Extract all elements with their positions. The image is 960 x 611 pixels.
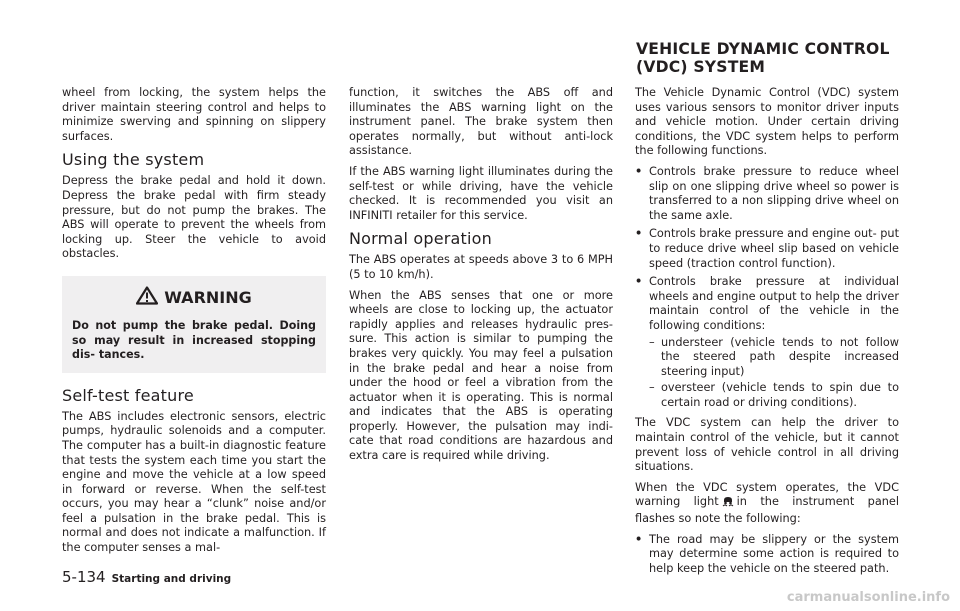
warning-triangle-icon [136, 286, 158, 309]
watermark: carmanualsonline.info [786, 590, 950, 605]
column-3 [635, 86, 899, 582]
paragraph-using-system: Depress the brake pedal and hold it down. Depress the brake pedal with firm steady pressure, but do not pump the brakes. The ABS will operate to prevent the wheels from locking up. Steer the vehicle to avoid obstacles. [62, 174, 326, 261]
heading-using-the-system: Using the system [62, 150, 205, 170]
paragraph-self-test: The ABS includes electronic sensors, electric pumps, hydraulic solenoids and a computer. The computer has a built-in diagnostic feature that tests the system each time you start the engine and move the vehicle at a low speed in forward or reverse. When the self-test occurs, you may hear a “clunk” noise and/or feel a pulsation in the brake pedal. This is normal and does not indicate a malfunction. If the computer senses a mal- [62, 409, 326, 555]
vdc-notes-list [635, 533, 899, 577]
dash-marker: – [649, 381, 655, 395]
paragraph-intro: wheel from locking, the system helps the driver maintain steering control and helps to minimize swerving and spinning on slippery surfaces. [62, 86, 326, 143]
list-item: • The road may be slippery or the system may determine some action is required to help keep the vehicle on the steered path. [635, 532, 899, 575]
list-item: – understeer (vehicle tends to not follow the steered path despite increased steering input) [649, 335, 899, 378]
list-item: • Controls brake pressure and engine out- put to reduce drive wheel slip based on vehicle speed (traction control function). [635, 227, 900, 270]
paragraph-vdc-intro: The Vehicle Dynamic Control (VDC) system uses various sensors to monitor driver inputs and vehicle motion. Under certain driving conditions, the VDC system helps to perform the following functions. [635, 86, 899, 158]
vdc-skid-warning-icon [721, 495, 735, 512]
list-item: • Controls brake pressure to reduce wheel slip on one slipping drive wheel so power is transferred to a non slipping drive wheel on the same axle. [635, 164, 899, 222]
list-item: • Controls brake pressure at individual wheels and engine output to help the driver maintain control of the vehicle in the following conditions: – understeer (vehicle tends to not follow the steered path despite increased steering input) – oversteer (vehicle tends to spin due to certain road or driving conditions). [635, 275, 899, 409]
chapter-title: Starting and driving [111, 573, 232, 585]
paragraph-vdc-warning-light: When the VDC system operates, the VDC warning light in the instrument panel flashes so note the following: [635, 480, 899, 526]
warning-header [72, 286, 316, 309]
vdc-functions-list [635, 165, 899, 411]
paragraph-continuation: function, it switches the ABS off and illuminates the ABS warning light on the instrument panel. The brake system then operates normally, but without anti-lock assistance. [349, 86, 613, 158]
section-title-vdc: VEHICLE DYNAMIC CONTROL (VDC) SYSTEM [636, 40, 890, 76]
paragraph-speed: The ABS operates at speeds above 3 to 6 MPH (5 to 10 km/h). [349, 253, 613, 281]
page-number: 5-134 [62, 568, 106, 586]
paragraph-abs-operation: When the ABS senses that one or more wheels are close to locking up, the actuator rapidly applies and releases hydraulic pres- sure. This action is similar to pumping the brakes very quickly. You may feel a pulsation in the brake pedal and hear a noise from under the hood or feel a vibration from the actuator when it is operating. This is normal and indicates that the ABS is operating properly. However, the pulsation may indi- cate that road conditions are hazardous and extra care is required while driving. [349, 288, 613, 463]
heading-normal-operation: Normal operation [349, 229, 492, 249]
paragraph-abs-light: If the ABS warning light illuminates during the self-test or while driving, have the vehicle checked. It is recommended you visit an INFINITI retailer for this service. [349, 164, 613, 222]
bullet-marker: • [635, 532, 643, 546]
page-footer [62, 568, 231, 586]
heading-self-test: Self-test feature [62, 385, 194, 405]
bullet-marker: • [635, 227, 643, 241]
paragraph-vdc-limits: The VDC system can help the driver to maintain control of the vehicle, but it cannot prevent loss of vehicle control in all driving situations. [635, 416, 899, 474]
column-1 [62, 86, 326, 562]
bullet-marker: • [635, 164, 643, 178]
warning-box [62, 276, 326, 373]
bullet-marker: • [635, 275, 643, 289]
list-item: – oversteer (vehicle tends to spin due to certain road or driving conditions). [649, 381, 899, 409]
column-2 [349, 86, 613, 470]
warning-title: WARNING [164, 287, 252, 307]
conditions-list [649, 336, 899, 411]
warning-text: Do not pump the brake pedal. Doing so may result in increased stopping dis- tances. [72, 318, 316, 362]
dash-marker: – [649, 335, 655, 349]
